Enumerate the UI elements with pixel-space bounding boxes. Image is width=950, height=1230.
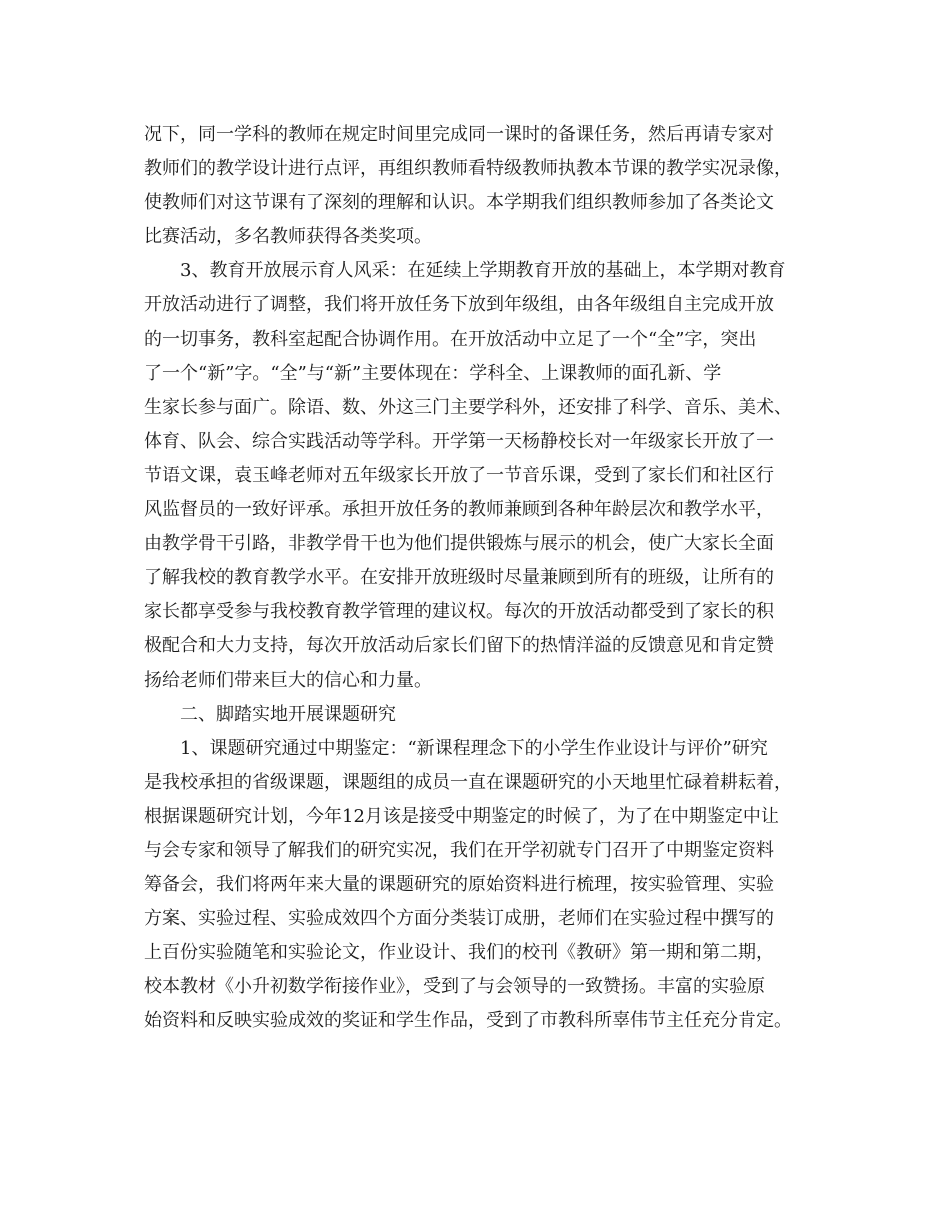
- text-line: 风监督员的一致好评承。承担开放任务的教师兼顾到各种年龄层次和教学水平，: [144, 499, 774, 521]
- text-line: 的一切事务，教科室起配合协调作用。在开放活动中立足了一个“全”字，突出: [144, 328, 757, 350]
- text-line: 极配合和大力支持，每次开放活动后家长们留下的热情洋溢的反馈意见和肯定赞: [144, 635, 774, 657]
- text-line: 是我校承担的省级课题，课题组的成员一直在课题研究的小天地里忙碌着耕耘着，: [144, 771, 792, 793]
- text-line: 节语文课，袁玉峰老师对五年级家长开放了一节音乐课，受到了家长们和社区行: [144, 464, 774, 486]
- text-line: 筹备会，我们将两年来大量的课题研究的原始资料进行梳理，按实验管理、实验: [144, 874, 774, 896]
- text-line: 与会专家和领导了解我们的研究实况，我们在开学初就专门召开了中期鉴定资料: [144, 839, 774, 861]
- text-line: 了一个“新”字。“全”与“新”主要体现在：学科全、上课教师的面孔新、学: [144, 362, 722, 384]
- text-line: 扬给老师们带来巨大的信心和力量。: [144, 669, 432, 691]
- text-line: 上百份实验随笔和实验论文，作业设计、我们的校刊《教研》第一期和第二期，: [144, 942, 774, 964]
- text-line: 由教学骨干引路，非教学骨干也为他们提供锻炼与展示的机会，使广大家长全面: [144, 533, 774, 555]
- text-line: 方案、实验过程、实验成效四个方面分类装订成册，老师们在实验过程中撰写的: [144, 908, 774, 930]
- text-line: 使教师们对这节课有了深刻的理解和认识。本学期我们组织教师参加了各类论文: [144, 192, 774, 214]
- text-line: 家长都享受参与我校教育教学管理的建议权。每次的开放活动都受到了家长的积: [144, 601, 774, 623]
- text-line: 了解我校的教育教学水平。在安排开放班级时尽量兼顾到所有的班级，让所有的: [144, 567, 774, 589]
- text-line: 体育、队会、综合实践活动等学科。开学第一天杨静校长对一年级家长开放了一: [144, 430, 774, 452]
- text-line: 比赛活动，多名教师获得各类奖项。: [144, 226, 432, 248]
- text-line: 况下，同一学科的教师在规定时间里完成同一课时的备课任务，然后再请专家对: [144, 124, 774, 145]
- text-line: 3、教育开放展示育人风采：在延续上学期教育开放的基础上，本学期对教育: [180, 260, 786, 282]
- text-line: 根据课题研究计划，今年12月该是接受中期鉴定的时候了，为了在中期鉴定中让: [144, 805, 779, 827]
- text-line: 二、脚踏实地开展课题研究: [180, 703, 396, 725]
- text-line: 教师们的教学设计进行点评，再组织教师看特级教师执教本节课的教学实况录像，: [144, 158, 792, 180]
- text-line: 开放活动进行了调整，我们将开放任务下放到年级组，由各年级组自主完成开放: [144, 294, 774, 316]
- body-text: [144, 118, 824, 1039]
- text-line: 1、课题研究通过中期鉴定：“新课程理念下的小学生作业设计与评价”研究: [180, 737, 768, 759]
- text-line: 校本教材《小升初数学衔接作业》，受到了与会领导的一致赞扬。丰富的实验原: [144, 976, 765, 998]
- text-line: 始资料和反映实验成效的奖证和学生作品，受到了市教科所辜伟节主任充分肯定。: [144, 1010, 792, 1032]
- text-line: 生家长参与面广。除语、数、外这三门主要学科外，还安排了科学、音乐、美术、: [144, 396, 792, 418]
